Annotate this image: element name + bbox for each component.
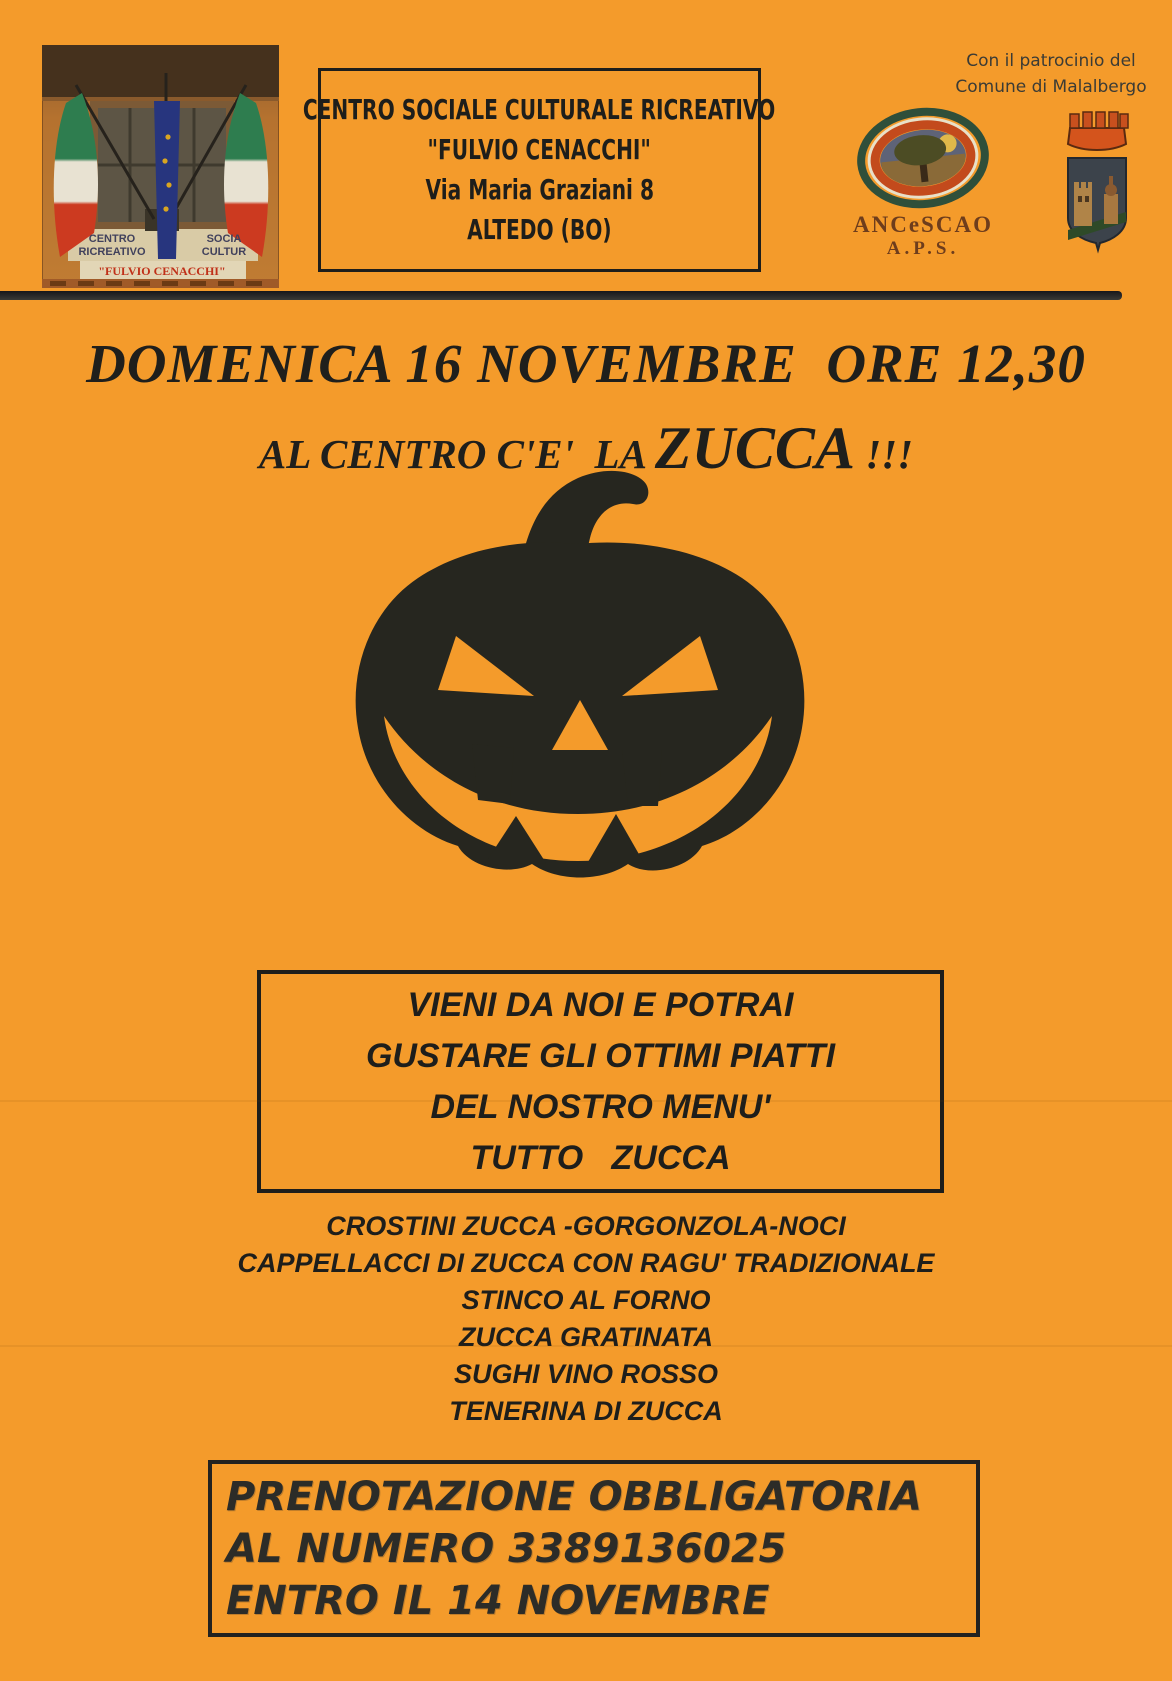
invite-box — [257, 970, 944, 1193]
booking-line-required: PRENOTAZIONE OBBLIGATORIA — [226, 1473, 922, 1520]
sign-left-line2: RICREATIVO — [78, 246, 146, 258]
building-photo-art — [42, 45, 279, 288]
headline-event-prefix: AL CENTRO C'E' LA — [258, 431, 655, 477]
booking-line-phone: AL NUMERO 3389136025 — [226, 1525, 787, 1572]
menu-item: CROSTINI ZUCCA -GORGONZOLA-NOCI — [326, 1211, 846, 1241]
patronage-caption — [930, 48, 1172, 100]
malalbergo-crest-icon — [1058, 100, 1136, 258]
sign-right-line2: CULTUR — [201, 246, 247, 258]
org-city: ALTEDO (BO) — [467, 213, 612, 246]
booking-line-deadline: ENTRO IL 14 NOVEMBRE — [226, 1577, 770, 1624]
org-address-box — [303, 68, 776, 272]
menu-item: SUGHI VINO ROSSO — [453, 1359, 719, 1389]
org-name-line1: CENTRO SOCIALE CULTURALE RICREATIVO — [303, 93, 776, 126]
menu-item: TENERINA DI ZUCCA — [449, 1396, 723, 1426]
ancescao-name: ANCeSCAO — [853, 212, 993, 237]
header-divider-rule — [0, 291, 1122, 300]
ancescao-logo-icon — [851, 106, 996, 216]
invite-line: GUSTARE GLI OTTIMI PIATTI — [365, 1036, 836, 1075]
menu-item: ZUCCA GRATINATA — [459, 1322, 713, 1352]
invite-line: DEL NOSTRO MENU' — [430, 1087, 771, 1126]
booking-box — [208, 1460, 980, 1637]
crown-icon — [1068, 112, 1128, 150]
menu-item: CAPPELLACCI DI ZUCCA CON RAGU' TRADIZIONALE — [237, 1248, 935, 1278]
org-street: Via Maria Graziani 8 — [425, 173, 654, 206]
scan-crease — [0, 1100, 1172, 1102]
sign-left-line1: CENTRO — [88, 233, 136, 245]
scan-crease — [0, 1345, 1172, 1347]
invite-line: TUTTO ZUCCA — [470, 1138, 731, 1177]
invite-line: VIENI DA NOI E POTRAI — [407, 985, 794, 1024]
ancescao-aps: A.P.S. — [886, 238, 960, 259]
patronage-line1: Con il patrocinio del — [966, 51, 1136, 71]
org-name-line2: "FULVIO CENACCHI" — [427, 133, 652, 166]
headline-event-suffix: !!! — [854, 431, 914, 477]
headline-date-time: DOMENICA 16 NOVEMBRE ORE 12,30 — [86, 333, 1086, 394]
sign-right-line1: SOCIA — [206, 233, 242, 245]
eu-flag-icon — [154, 101, 180, 259]
menu-item: STINCO AL FORNO — [461, 1285, 711, 1315]
headline-event-zucca: ZUCCA — [654, 415, 855, 481]
ancescao-caption — [833, 212, 1013, 260]
sign-fulvio-cenacchi: "FULVIO CENACCHI" — [98, 264, 226, 278]
patronage-line2: Comune di Malalbergo — [955, 77, 1147, 97]
pumpkin-icon — [338, 464, 820, 898]
menu-list — [0, 1208, 1172, 1430]
shield-icon — [1068, 158, 1126, 250]
building-photo — [42, 45, 279, 288]
